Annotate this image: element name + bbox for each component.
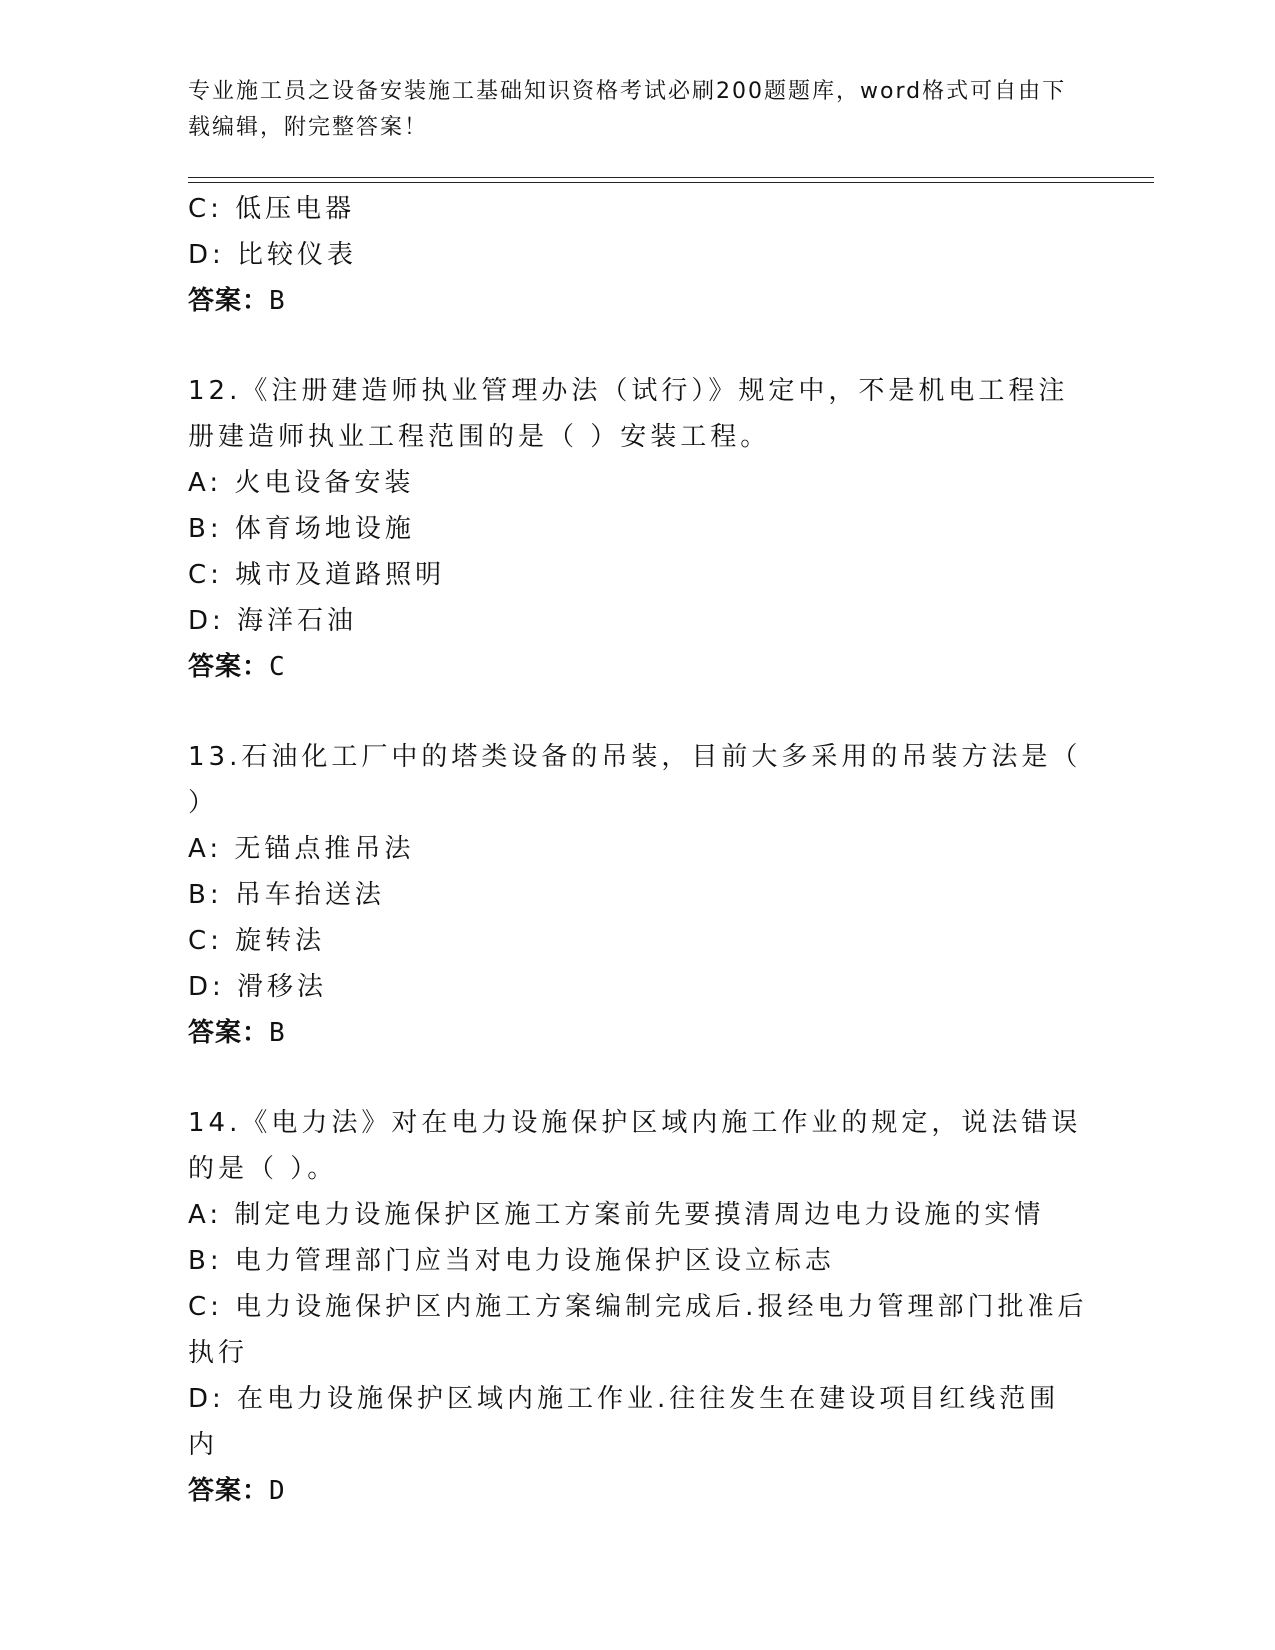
option-c: C: 城市及道路照明: [188, 560, 446, 590]
answer-value: D: [269, 1476, 286, 1506]
question-stem: 13.石油化工厂中的塔类设备的吊装，目前大多采用的吊装方法是（ ）: [188, 742, 1082, 818]
document-header: 专业施工员之设备安装施工基础知识资格考试必刷200题题库，word格式可自由下载编辑，附完整答案！: [188, 79, 1067, 140]
answer-line: [188, 278, 1088, 324]
option-a: A: 无锚点推吊法: [188, 834, 415, 864]
question-13: [188, 734, 1088, 1056]
option-a: A: 制定电力设施保护区施工方案前先要摸清周边电力设施的实情: [188, 1200, 1045, 1230]
option-a: A: 火电设备安装: [188, 468, 415, 498]
question-stem: 14.《电力法》对在电力设施保护区域内施工作业的规定，说法错误的是（ ）。: [188, 1108, 1082, 1184]
answer-line: [188, 1468, 1088, 1514]
carryover-question: [188, 186, 1088, 324]
option-c: C: 旋转法: [188, 926, 326, 956]
option-c: C: 低压电器: [188, 194, 356, 224]
header-rule-bottom: [188, 182, 1154, 183]
option-b: B: 电力管理部门应当对电力设施保护区设立标志: [188, 1246, 835, 1276]
answer-value: B: [269, 286, 286, 316]
spacer: [188, 1056, 1088, 1100]
answer-line: [188, 644, 1088, 690]
question-stem: 12.《注册建造师执业管理办法（试行）》规定中，不是机电工程注册建造师执业工程范围的是（ ）安装工程。: [188, 376, 1069, 452]
answer-label: 答案：: [188, 1476, 270, 1506]
spacer: [188, 690, 1088, 734]
question-14: [188, 1100, 1088, 1514]
answer-label: 答案：: [188, 652, 270, 682]
answer-value: C: [269, 652, 286, 682]
option-c: C: 电力设施保护区内施工方案编制完成后.报经电力管理部门批准后执行: [188, 1292, 1088, 1368]
answer-value: B: [269, 1018, 286, 1048]
question-content: [188, 186, 1088, 1514]
option-d: D: 滑移法: [188, 972, 328, 1002]
answer-label: 答案：: [188, 1018, 270, 1048]
question-12: [188, 368, 1088, 690]
option-d: D: 在电力设施保护区域内施工作业.往往发生在建设项目红线范围内: [188, 1384, 1060, 1460]
answer-label: 答案：: [188, 286, 270, 316]
option-b: B: 体育场地设施: [188, 514, 415, 544]
option-b: B: 吊车抬送法: [188, 880, 385, 910]
answer-line: [188, 1010, 1088, 1056]
option-d: D: 海洋石油: [188, 606, 358, 636]
option-d: D: 比较仪表: [188, 240, 358, 270]
spacer: [188, 324, 1088, 368]
header-rule-top: [188, 177, 1154, 178]
